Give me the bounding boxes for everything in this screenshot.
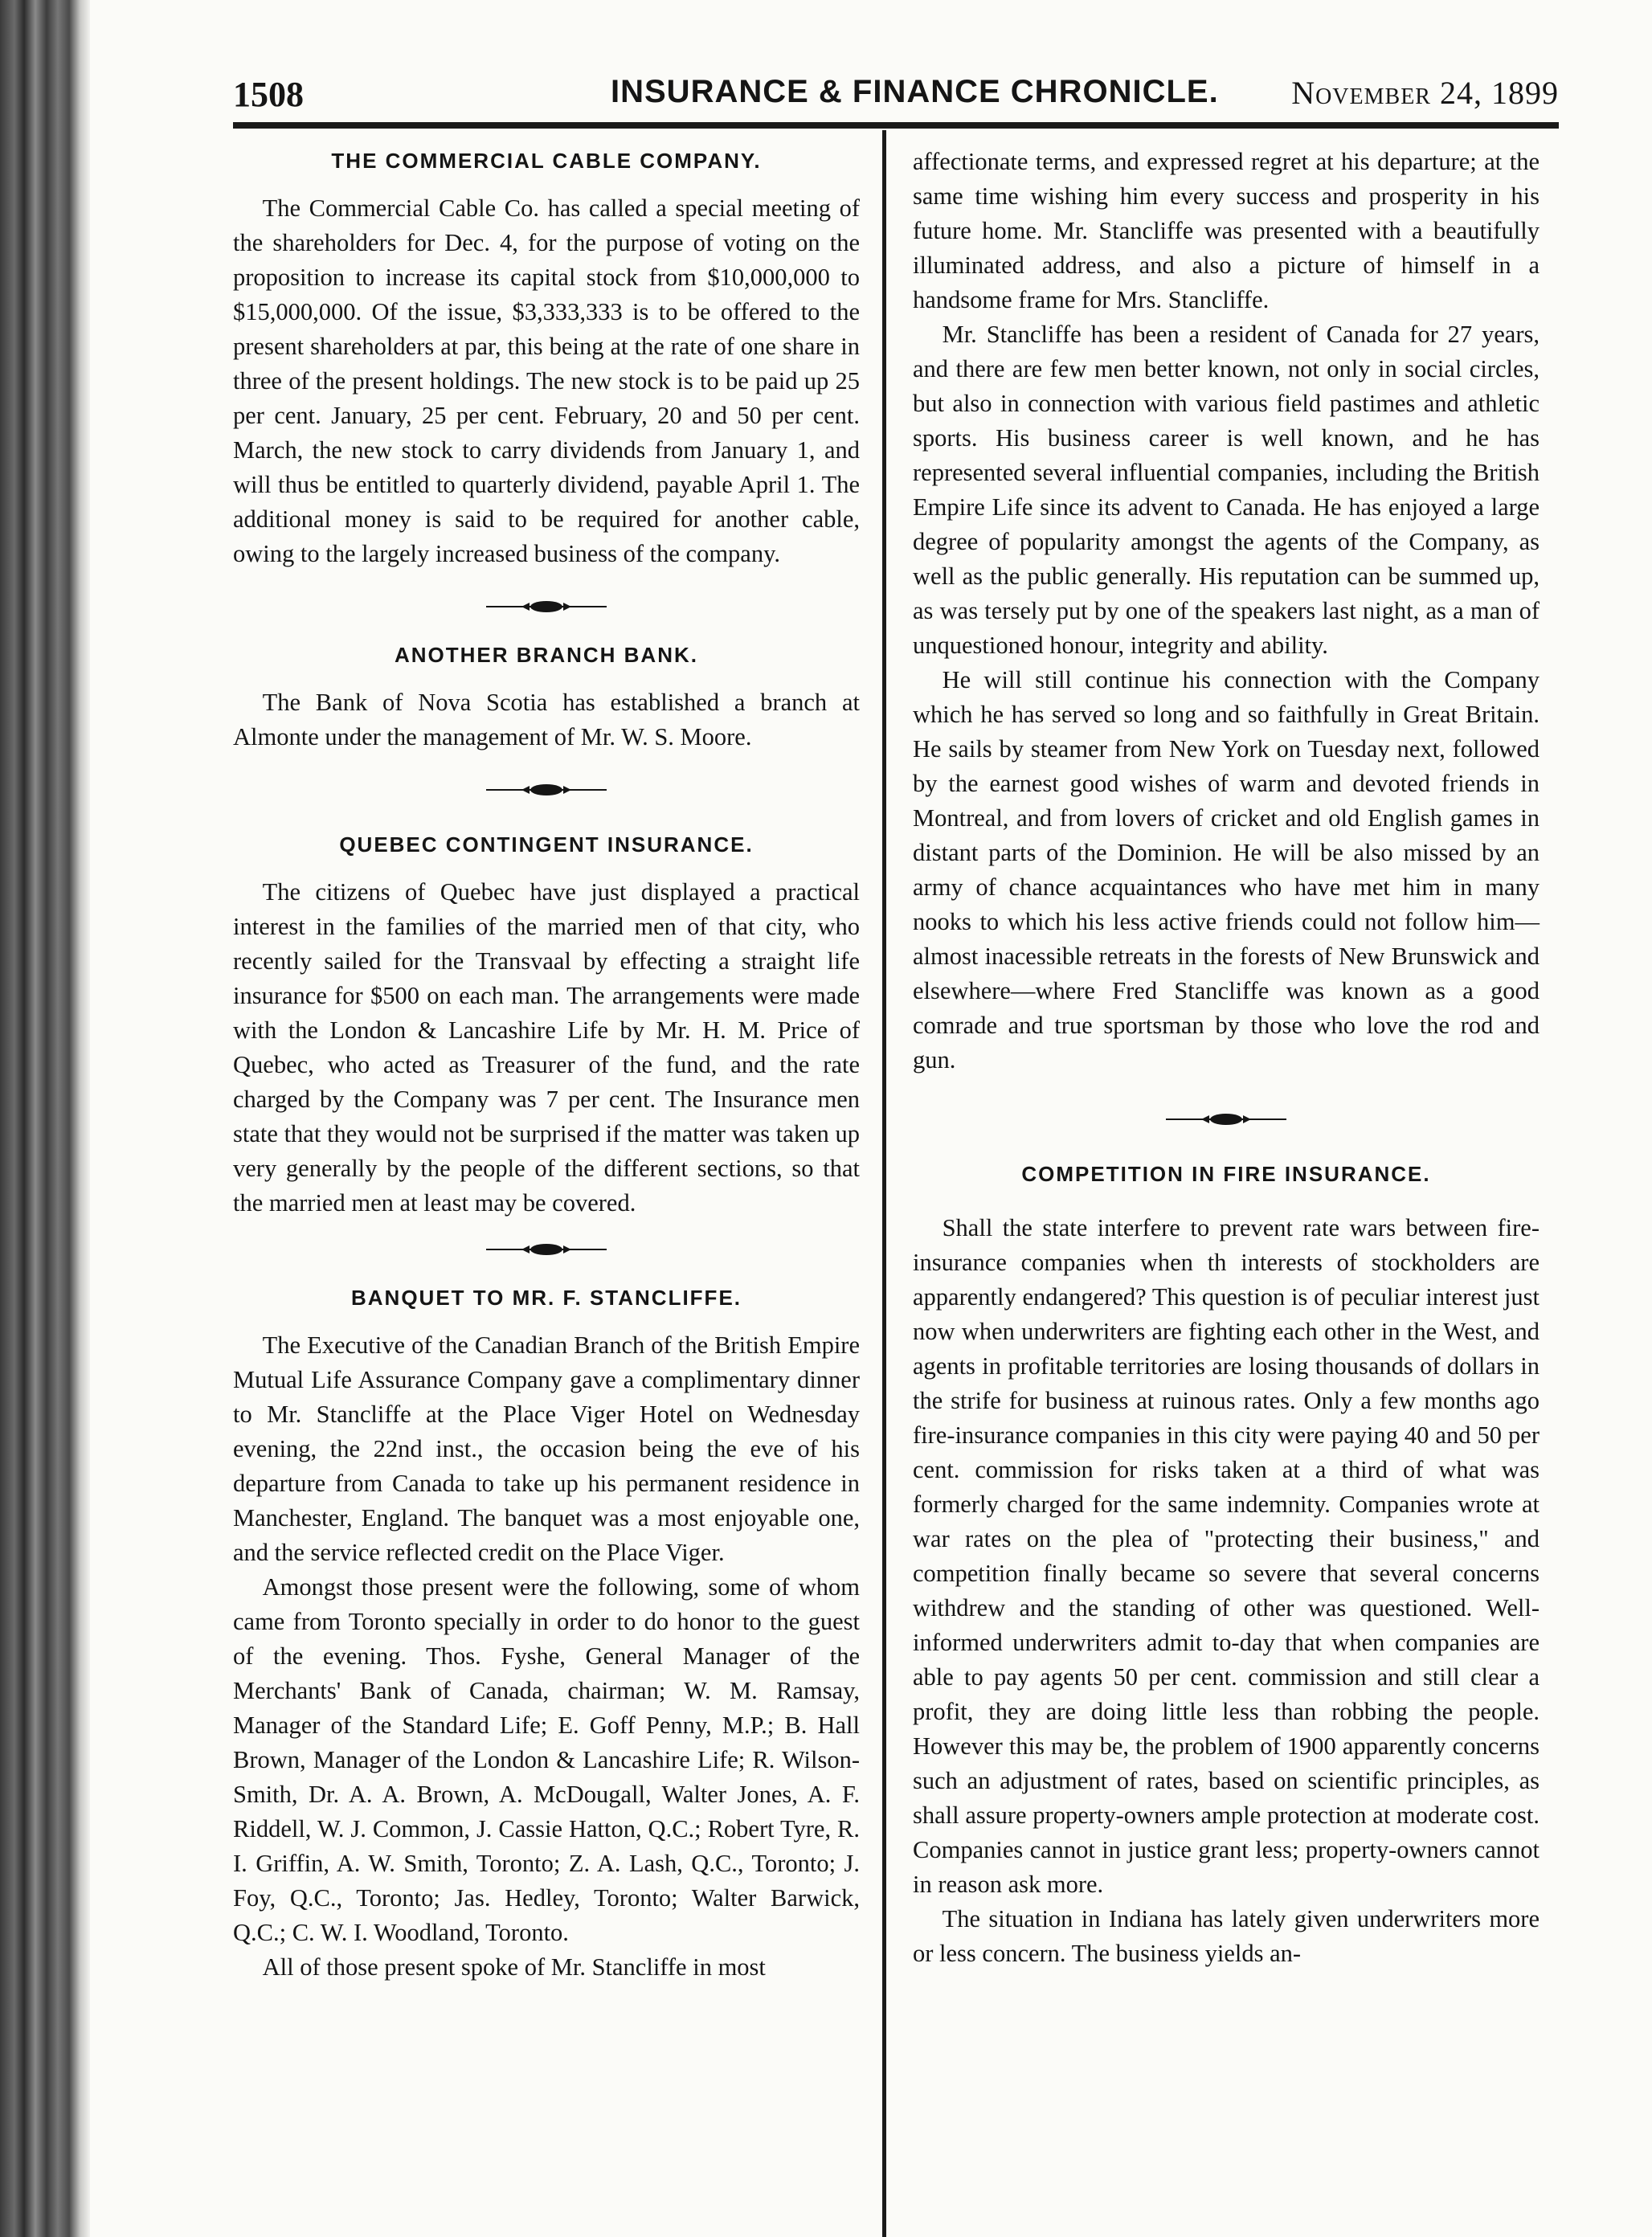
- article-banquet-p2: Amongst those present were the following, some of whom came from Toronto specially in order to do honor to the guest of the evening. Thos. Fyshe, General Manager of the Merchants' Bank of Canada, chairman; W. M. Ramsay, Manager of the Standard Life; E. Goff Penny, M.P.; B. Hall Brown, Manager of the London & Lancashire Life; R. Wilson-Smith, Dr. A. A. Brown, A. McDougall, Walter Jones, A. F. Riddell, W. J. Common, J. Cassie Hatton, Q.C.; Robert Tyre, R. I. Griffin, A. W. Smith, Toronto; Z. A. Lash, Q.C., Toronto; J. Foy, Q.C., Toronto; Jas. Hedley, Toronto; Walter Barwick, Q.C.; C. W. I. Woodland, Toronto.: [233, 1573, 860, 1946]
- page-number: 1508: [233, 75, 304, 114]
- article-commercial-cable: The Commercial Cable Co. has called a special meeting of the shareholders for Dec. 4, for the purpose of voting on the proposition to increase its capital stock from $10,000,000 to $15,000,000. Of the issue, $3,333,333 is to be offered to the present shareholders at par, this being at the rate of one share in three of the present holdings. The new stock is to be paid up 25 per cent. January, 25 per cent. February, 20 and 50 per cent. March, the new stock to carry dividends from January 1, and will thus be entitled to quarterly dividend, payable April 1. The additional money is said to be required for another cable, owing to the largely increased business of the company.: [233, 194, 860, 567]
- article-banquet-cont-p3: He will still continue his connection with the Company which he has served so long and so faithfully in Great Britain. He sails by steamer from New York on Tuesday next, followed by the earnest good wishes of warm and devoted friends in Montreal, and from lovers of cricket and old English games in distant parts of the Dominion. He will be also missed by an army of chance acquaintances who have met him in many nooks to which his less active friends could not follow him—almost inacessible retreats in the forests of New Brunswick and elsewhere—where Fred Stancliffe was known as a good comrade and true sportsman by those who love the rod and gun.: [913, 666, 1540, 1074]
- section-ornament: [233, 775, 860, 808]
- right-column: [913, 145, 1540, 1971]
- binding-edge: [0, 0, 90, 2237]
- article-banquet-cont-p2: Mr. Stancliffe has been a resident of Canada for 27 years, and there are few men better known, not only in social circles, but also in connection with various field pastimes and athletic sports. His business career is well known, and he has represented several influential companies, including the British Empire Life since its advent to Canada. He has enjoyed a large degree of popularity amongst the agents of the Company, as well as the public generally. His reputation can be summed up, as was tersely put by one of the speakers last night, as a man of unquestioned honour, integrity and ability.: [913, 321, 1540, 659]
- issue-date: November 24, 1899: [1291, 75, 1559, 111]
- section-ornament: [233, 592, 860, 624]
- article-quebec: The citizens of Quebec have just displayed a practical interest in the families of the married men of that city, who recently sailed for the Transvaal by effecting a straight life insurance for $500 on each man. The arrangements were made with the London & Lancashire Life by Mr. H. M. Price of Quebec, who acted as Treasurer of the fund, and the rate charged by the Company was 7 per cent. The Insurance men state that they would not be surprised if the matter was taken up very generally by the people of the different sections, so that the married men at least may be covered.: [233, 878, 860, 1217]
- header-rule: [233, 122, 1559, 129]
- journal-title: INSURANCE & FINANCE CHRONICLE.: [611, 74, 1219, 109]
- headline-competition: COMPETITION IN FIRE INSURANCE.: [1021, 1162, 1431, 1186]
- headline-branch-bank: ANOTHER BRANCH BANK.: [395, 643, 698, 667]
- column-divider: [882, 130, 886, 2237]
- section-ornament: [233, 1235, 860, 1267]
- headline-quebec: QUEBEC CONTINGENT INSURANCE.: [339, 832, 754, 857]
- article-banquet-cont-p1: affectionate terms, and expressed regret at his departure; at the same time wishing him every success and prosperity in his future home. Mr. Stancliffe was presented with a beautifully illuminated address, and also a picture of himself in a handsome frame for Mrs. Stancliffe.: [913, 148, 1540, 313]
- article-branch-bank: The Bank of Nova Scotia has established a branch at Almonte under the management of Mr. W. S. Moore.: [233, 689, 860, 750]
- article-banquet-p1: The Executive of the Canadian Branch of the British Empire Mutual Life Assurance Company gave a complimentary dinner to Mr. Stancliffe at the Place Viger Hotel on Wednesday evening, the 22nd inst., the occasion being the eve of his departure from Canada to take up his permanent residence in Manchester, England. The banquet was a most enjoyable one, and the service reflected credit on the Place Viger.: [233, 1331, 860, 1566]
- running-head: [233, 74, 1559, 119]
- article-competition-p1: Shall the state interfere to prevent rate wars between fire-insurance companies when th interests of stockholders are apparently endangered? This question is of peculiar interest just now when underwriters are fighting each other in the West, and agents in profitable territories are losing thousands of dollars in the strife for business at ruinous rates. Only a few months ago fire-insurance companies in this city were paying 40 and 50 per cent. commission for risks taken at a third of what was formerly charged for the same indemnity. Companies wrote at war rates on the plea of "protecting their business," and competition finally became so severe that several concerns withdrew and the standing of other was questioned. Well-informed underwriters admit to-day that when companies are able to pay agents 50 per cent. commission and still clear a profit, they are doing little less than robbing the people. However this may be, the problem of 1900 apparently concerns such an adjustment of rates, based on scientific principles, as shall assure property-owners ample protection at moderate cost. Companies cannot in justice grant less; property-owners cannot in reason ask more.: [913, 1214, 1540, 1898]
- left-column: [233, 145, 860, 1985]
- headline-commercial-cable: THE COMMERCIAL CABLE COMPANY.: [331, 149, 762, 173]
- article-banquet-p3: All of those present spoke of Mr. Stancliffe in most: [262, 1953, 766, 1981]
- article-competition-p2: The situation in Indiana has lately given underwriters more or less concern. The business yields an-: [913, 1905, 1540, 1967]
- headline-banquet: BANQUET TO MR. F. STANCLIFFE.: [350, 1286, 742, 1310]
- section-ornament: [913, 1105, 1540, 1137]
